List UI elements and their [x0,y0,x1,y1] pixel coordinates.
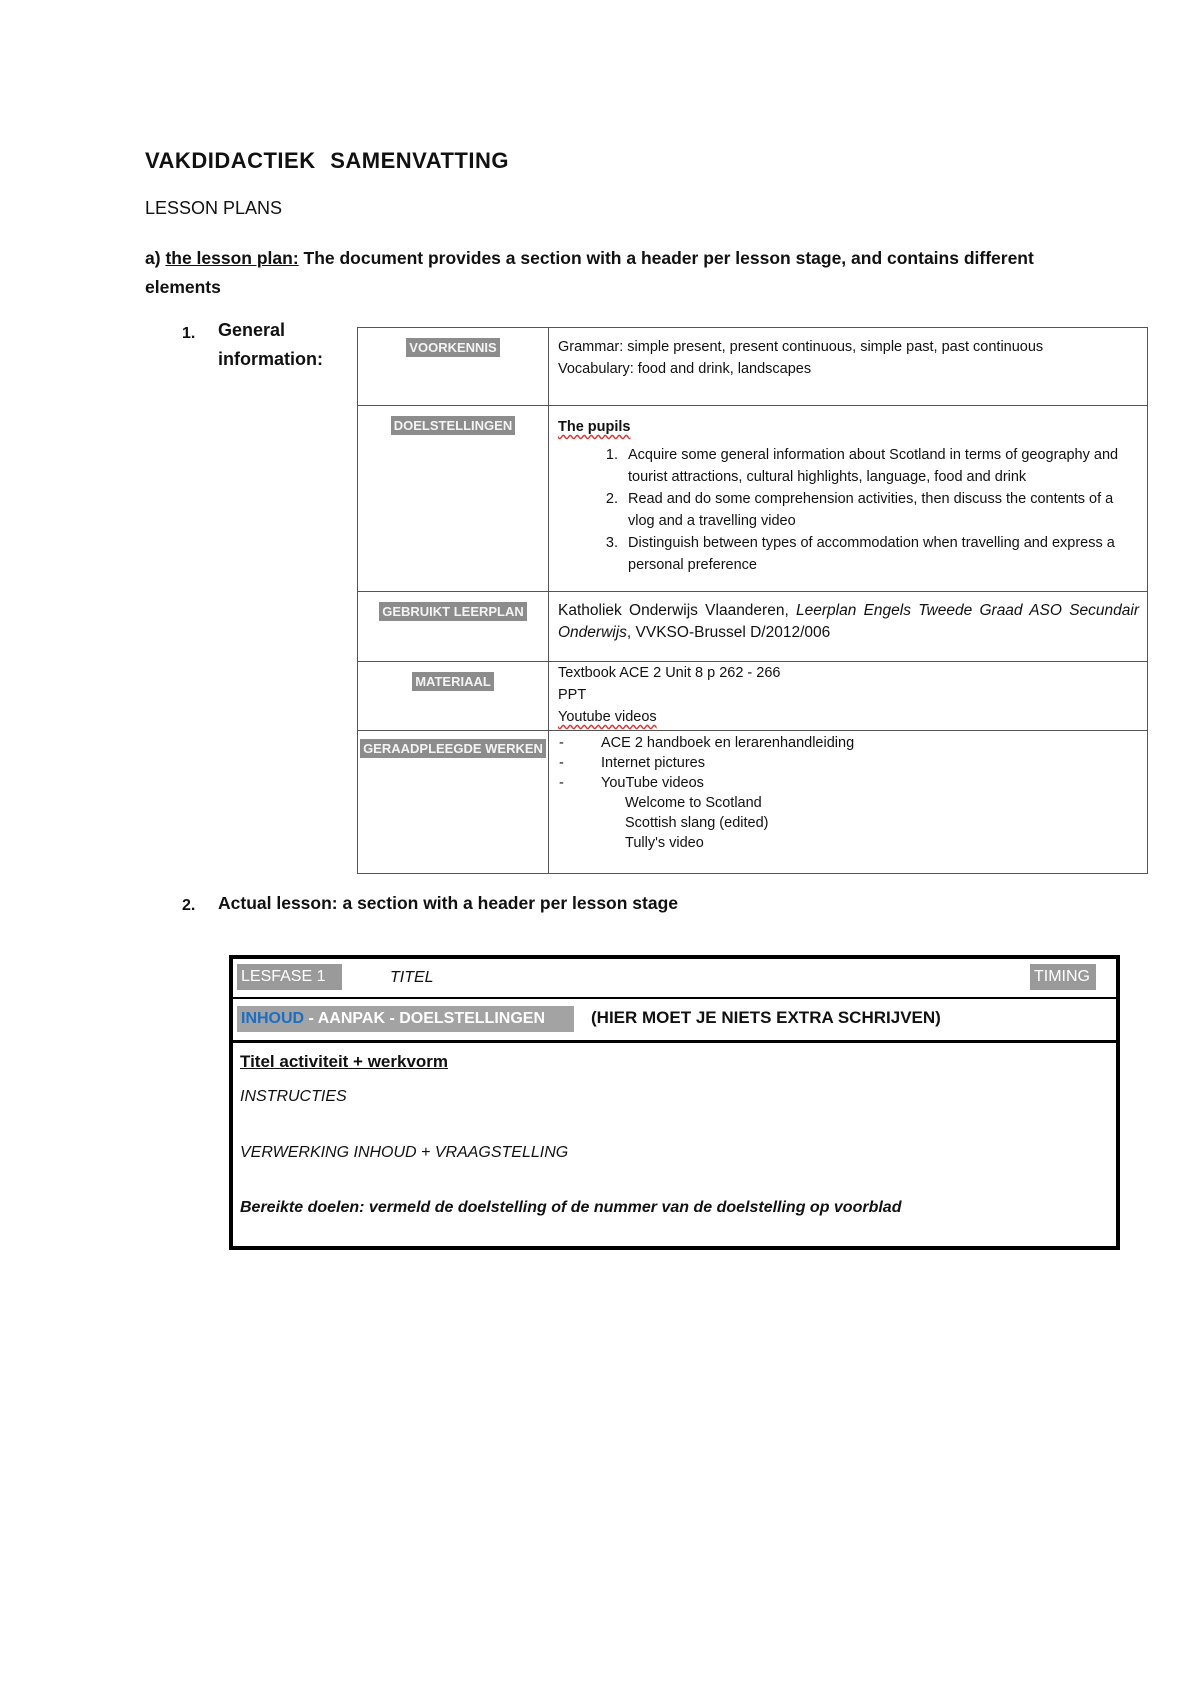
intro-paragraph [145,244,1065,302]
list-number-1: 1. [182,325,196,342]
list-item-text: Internet pictures [601,755,705,771]
intro-prefix: a) [145,248,166,268]
list-item [551,753,1139,773]
materiaal-textbook: Textbook ACE 2 Unit 8 p 262 - 266 [558,665,781,681]
list-number-2: 2. [182,897,196,914]
value-cell [549,328,1148,406]
document-title: VAKDIDACTIEK SAMENVATTING [145,148,509,173]
list-item: Welcome to Scotland [625,795,762,811]
label-geraadpleegde-werken: GERAADPLEEGDE WERKEN [360,739,546,758]
label-cell [358,592,549,662]
dash-marker: - [559,755,564,771]
value-cell [549,406,1148,592]
leerplan-title: Leerplan Engels Tweede Graad ASO Secundair Onderwijs [558,602,1140,641]
instructions-text: INSTRUCTIES [240,1088,347,1105]
voorkennis-vocabulary: Vocabulary: food and drink, landscapes [558,361,812,377]
list-item-text: YouTube videos [601,775,704,791]
list-item-text: ACE 2 handboek en lerarenhandleiding [601,735,855,751]
aanpak-doelstellingen-label: AANPAK - DOELSTELLINGEN [317,1010,545,1027]
materiaal-videos [558,706,1139,728]
table-row-leerplan [358,592,1148,662]
objectives-list [558,444,1139,576]
timing-label: TIMING [1030,964,1096,990]
stage-body [240,1052,902,1216]
list-item: Tully's video [625,835,704,851]
value-cell [549,662,1148,731]
separator: - [304,1010,318,1027]
dash-marker: - [559,735,564,751]
table-row-geraadpleegde-werken [358,731,1148,874]
stage-header-row [233,959,1116,999]
works-list [551,733,1139,793]
table-row-materiaal [358,662,1148,731]
stage-content-header-row [233,999,1116,1043]
list-label-actual-lesson: Actual lesson: a section with a header per lesson stage [218,893,679,913]
list-item: 3. Distinguish between types of accommodation when travelling and express a personal preference [622,532,1139,576]
label-cell [358,406,549,592]
voorkennis-grammar: Grammar: simple present, present continuous, simple past, past continuous [558,339,1044,355]
list-item [551,773,1139,793]
stage-title: TITEL [390,969,434,986]
videos-text: Youtube videos [558,709,657,725]
label-voorkennis: VOORKENNIS [406,338,499,357]
label-cell [358,328,549,406]
list-item: 2. Read and do some comprehension activities, then discuss the contents of a vlog and a travelling video [622,488,1139,532]
general-information-table [357,327,1148,874]
lesfase-label: LESFASE 1 [237,964,342,990]
lesson-stage-box [229,955,1120,1250]
label-cell [358,662,549,731]
intro-underlined: the lesson plan: [165,248,299,268]
list-item: Scottish slang (edited) [625,815,769,831]
leerplan-source: Katholiek Onderwijs Vlaanderen, [558,602,797,619]
materiaal-ppt: PPT [558,687,587,703]
label-line-2: information: [218,349,323,369]
table-row-voorkennis [358,328,1148,406]
section-heading: LESSON PLANS [145,198,283,218]
achieved-goals-text: Bereikte doelen: vermeld de doelstelling of de nummer van de doelstelling op voorblad [240,1199,902,1216]
dash-marker: - [559,775,564,791]
leerplan-reference: , VVKSO-Brussel D/2012/006 [626,624,831,641]
value-cell [549,592,1148,662]
inhoud-aanpak-bar [237,1006,574,1032]
heading-text: The pupils [558,419,631,435]
processing-text: VERWERKING INHOUD + VRAAGSTELLING [240,1144,569,1161]
label-doelstellingen: DOELSTELLINGEN [391,416,515,435]
inhoud-label: INHOUD [241,1010,305,1027]
intro-text: The document provides a section with a header per lesson stage, and contains different elements [145,248,1034,297]
label-line-1: General [218,320,286,340]
video-list [551,793,1139,853]
doelstellingen-heading [558,416,1139,438]
table-row-doelstellingen [358,406,1148,592]
label-gebruikt-leerplan: GEBRUIKT LEERPLAN [379,602,527,621]
stage-note: (HIER MOET JE NIETS EXTRA SCHRIJVEN) [591,1008,941,1027]
activity-title: Titel activiteit + werkvorm [240,1052,449,1071]
list-item [551,733,1139,753]
list-label-general-information [218,316,323,374]
list-item: 1. Acquire some general information about Scotland in terms of geography and tourist attractions, cultural highlights, language, food and drink [622,444,1139,488]
value-cell [549,731,1148,874]
label-materiaal: MATERIAAL [412,672,494,691]
label-cell [358,731,549,874]
